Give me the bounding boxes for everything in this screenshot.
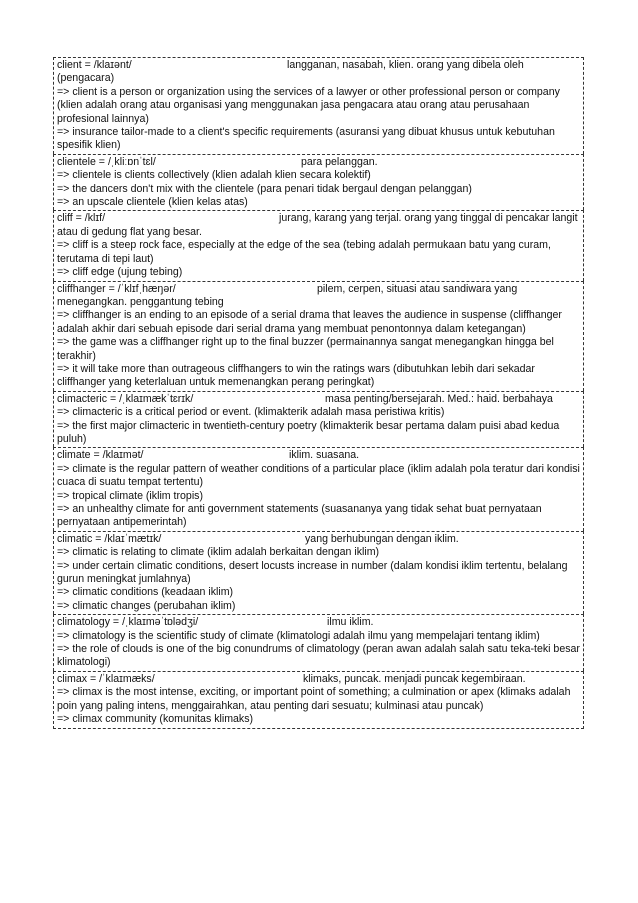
entry-example-line: => client is a person or organization using the services of a lawyer or other professional person or company (klien adalah orang atau organisasi yang menggunakan jasa pengacara atau orang atau perusahaan profesional lainnya) [57,85,560,125]
entry-example-line: => an upscale clientele (klien kelas atas) [57,196,248,209]
entry-header [57,449,580,462]
entry-example-line: => an unhealthy climate for anti government statements (suasananya yang tidak sehat buat pernyataan pernyataan antipemerintah) [57,503,542,529]
entry-example-line: => climatic changes (perubahan iklim) [57,599,236,612]
entry-meaning: masa penting/bersejarah. Med.: haid. berbahaya [325,392,553,405]
entry-example-line: => cliff edge (ujung tebing) [57,266,183,279]
entry-example-line: => climatic is relating to climate (iklim adalah berkaitan dengan iklim) [57,546,380,559]
entry-example-line: => climacteric is a critical period or event. (klimakterik adalah masa peristiwa kritis) [57,406,445,419]
entry-meaning: pilem, cerpen, situasi atau sandiwara yang menegangkan. penggantung tebing [57,282,518,308]
entry-term: climacteric = /ˌklaɪmækˈtɛrɪk/ [57,392,194,405]
dictionary-entry [53,614,584,671]
entry-example-line: => the dancers don't mix with the clientele (para penari tidak bergaul dengan pelanggan) [57,182,472,195]
entry-term: cliff = /klɪf/ [57,212,106,225]
entry-meaning: klimaks, puncak. menjadi puncak kegembiraan. [303,672,526,685]
entry-term: climatology = /ˌklaɪməˈtɒlədʒi/ [57,616,199,629]
entry-header [57,212,580,239]
entry-example-line: => it will take more than outrageous cliffhangers to win the ratings wars (dibutuhkan lebih dari sekadar cliffhanger yang keterlaluan untuk memenangkan perang peringkat) [57,362,535,389]
entry-meaning: yang berhubungan dengan iklim. [305,532,459,545]
entry-term: climatic = /klaɪˈmætɪk/ [57,532,162,545]
dictionary-entry [53,447,584,530]
entry-example-line: => cliff is a steep rock face, especially at the edge of the sea (tebing adalah permukaan batu yang curam, terutama di tepi laut) [57,239,551,265]
entry-header [57,673,580,686]
dictionary-page [53,57,584,729]
entry-example-line: => tropical climate (iklim tropis) [57,489,203,502]
entry-example-line: => cliffhanger is an ending to an episode of a serial drama that leaves the audience in suspense (cliffhanger adalah akhir dari sebuah episode dari serial drama yang membuat penontonnya dalam ketegangan) [57,309,562,335]
entry-example-line: => climate is the regular pattern of weather conditions of a particular place (iklim adalah pola teratur dari kondisi cuaca di suatu tempat tertentu) [57,462,580,489]
dictionary-entry [53,391,584,448]
entry-example-line: => climatology is the scientific study of climate (klimatologi adalah ilmu yang mempelajari tentang iklim) [57,629,540,642]
entry-header [57,393,580,406]
dictionary-entry [53,671,584,729]
entry-meaning: langganan, nasabah, klien. orang yang dibela oleh (pengacara) [57,59,524,85]
entry-meaning: ilmu iklim. [327,616,374,629]
entry-header [57,616,580,629]
entry-term: clientele = /ˌkliːɒnˈtɛl/ [57,155,156,168]
entry-example-line: => the role of clouds is one of the big conundrums of climatology (peran awan adalah salah satu teka-teki besar klimatologi) [57,643,580,669]
entry-header [57,283,580,310]
entry-header [57,156,580,169]
dictionary-entry [53,154,584,211]
entry-header [57,533,580,546]
entry-example-line: => clientele is clients collectively (klien adalah klien secara kolektif) [57,169,371,182]
entry-header [57,59,580,86]
entry-example-line: => the game was a cliffhanger right up to the final buzzer (permainannya sangat menegangkan hingga bel terakhir) [57,336,554,362]
entry-example-line: => climax is the most intense, exciting, or important point of something; a culmination or apex (klimaks adalah poin yang paling intens, menggairahkan, atau penting dari sesuatu; kulminasi atau puncak) [57,686,571,712]
entry-example-line: => the first major climacteric in twentieth-century poetry (klimakterik besar pertama dalam puisi abad kedua puluh) [57,419,560,445]
entry-meaning: para pelanggan. [301,155,378,168]
entry-example-line: => under certain climatic conditions, desert locusts increase in number (dalam kondisi iklim tertentu, belalang gurun meningkat jumlahnya) [57,559,568,586]
entry-example-line: => climax community (komunitas klimaks) [57,713,254,726]
entry-term: client = /klaɪənt/ [57,59,132,71]
entry-term: climax = /ˈklaɪmæks/ [57,672,155,685]
entry-meaning: jurang, karang yang terjal. orang yang tinggal di pencakar langit atau di gedung flat yang besar. [57,212,578,238]
dictionary-entry [53,210,584,280]
entry-term: climate = /klaɪmət/ [57,449,144,462]
dictionary-entry [53,57,584,154]
entry-meaning: iklim. suasana. [289,449,360,462]
entry-example-line: => insurance tailor-made to a client's specific requirements (asuransi yang dibuat khusus untuk kebutuhan spesifik klien) [57,126,555,152]
entry-term: cliffhanger = /ˈklɪfˌhæŋər/ [57,282,176,295]
dictionary-entry [53,281,584,391]
dictionary-entry [53,531,584,614]
entry-example-line: => climatic conditions (keadaan iklim) [57,586,234,599]
